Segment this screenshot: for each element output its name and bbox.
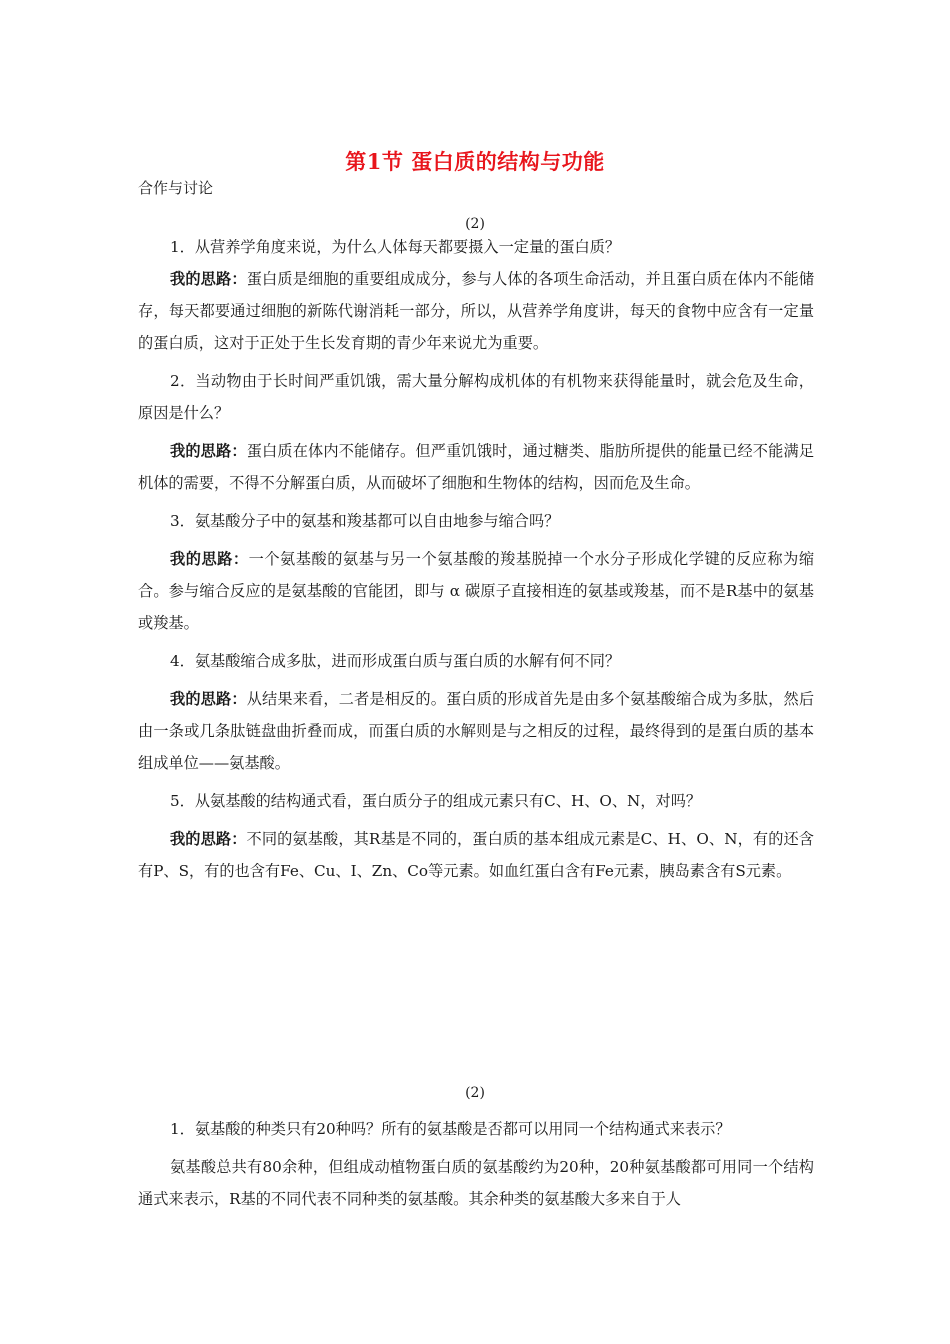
- think-label: 我的思路：: [170, 442, 247, 460]
- think-label: 我的思路：: [170, 830, 247, 848]
- question-4: 4．氨基酸缩合成多肽，进而形成蛋白质与蛋白质的水解有何不同？: [170, 652, 621, 670]
- section-1-body: [138, 231, 814, 887]
- section-subtitle: 合作与讨论: [138, 179, 214, 197]
- section-number-1: (2): [465, 216, 485, 232]
- answer-2: [138, 435, 814, 499]
- answer-1-text: 蛋白质是细胞的重要组成成分，参与人体的各项生命活动，并且蛋白质在体内不能储存，每天都要通过细胞的新陈代谢消耗一部分，所以，从营养学角度讲，每天的食物中应含有一定量的蛋白质，这对于正处于生长发育期的青少年来说尤为重要。: [138, 270, 815, 352]
- answer-1: [138, 263, 814, 359]
- section-2-answer-1: 氨基酸总共有80余种，但组成动植物蛋白质的氨基酸约为20种，20种氨基酸都可用同一个结构通式来表示，R基的不同代表不同种类的氨基酸。其余种类的氨基酸大多来自于人: [138, 1158, 814, 1208]
- think-label: 我的思路：: [170, 550, 249, 568]
- section-number-2: (2): [465, 1085, 485, 1101]
- page-title: 第1节 蛋白质的结构与功能: [345, 149, 605, 174]
- think-label: 我的思路：: [170, 690, 247, 708]
- answer-5-text: 不同的氨基酸，其R基是不同的，蛋白质的基本组成元素是C、H、O、N，有的还含有P、S，有的也含有Fe、Cu、I、Zn、Co等元素。如血红蛋白含有Fe元素，胰岛素含有S元素。: [138, 830, 814, 880]
- question-1: 1．从营养学角度来说，为什么人体每天都要摄入一定量的蛋白质？: [170, 238, 621, 256]
- answer-4-text: 从结果来看，二者是相反的。蛋白质的形成首先是由多个氨基酸缩合成为多肽，然后由一条或几条肽链盘曲折叠而成，而蛋白质的水解则是与之相反的过程，最终得到的是蛋白质的基本组成单位——氨基酸。: [138, 690, 815, 772]
- question-2: 2．当动物由于长时间严重饥饿，需大量分解构成机体的有机物来获得能量时，就会危及生命，原因是什么？: [138, 372, 814, 422]
- answer-5: [138, 823, 814, 887]
- question-3: 3．氨基酸分子中的氨基和羧基都可以自由地参与缩合吗？: [170, 512, 560, 530]
- think-label: 我的思路：: [170, 270, 247, 288]
- question-5: 5．从氨基酸的结构通式看，蛋白质分子的组成元素只有C、H、O、N，对吗？: [170, 792, 702, 810]
- answer-3-text: 一个氨基酸的氨基与另一个氨基酸的羧基脱掉一个水分子形成化学键的反应称为缩合。参与缩合反应的是氨基酸的官能团，即与 α 碳原子直接相连的氨基或羧基，而不是R基中的氨基或羧基。: [138, 550, 815, 632]
- answer-4: [138, 683, 814, 779]
- section-2-body: [138, 1113, 814, 1215]
- section-2-question-1: 1．氨基酸的种类只有20种吗？所有的氨基酸是否都可以用同一个结构通式来表示？: [170, 1120, 731, 1138]
- answer-2-text: 蛋白质在体内不能储存。但严重饥饿时，通过糖类、脂肪所提供的能量已经不能满足机体的需要，不得不分解蛋白质，从而破坏了细胞和生物体的结构，因而危及生命。: [138, 442, 815, 492]
- answer-3: [138, 543, 814, 639]
